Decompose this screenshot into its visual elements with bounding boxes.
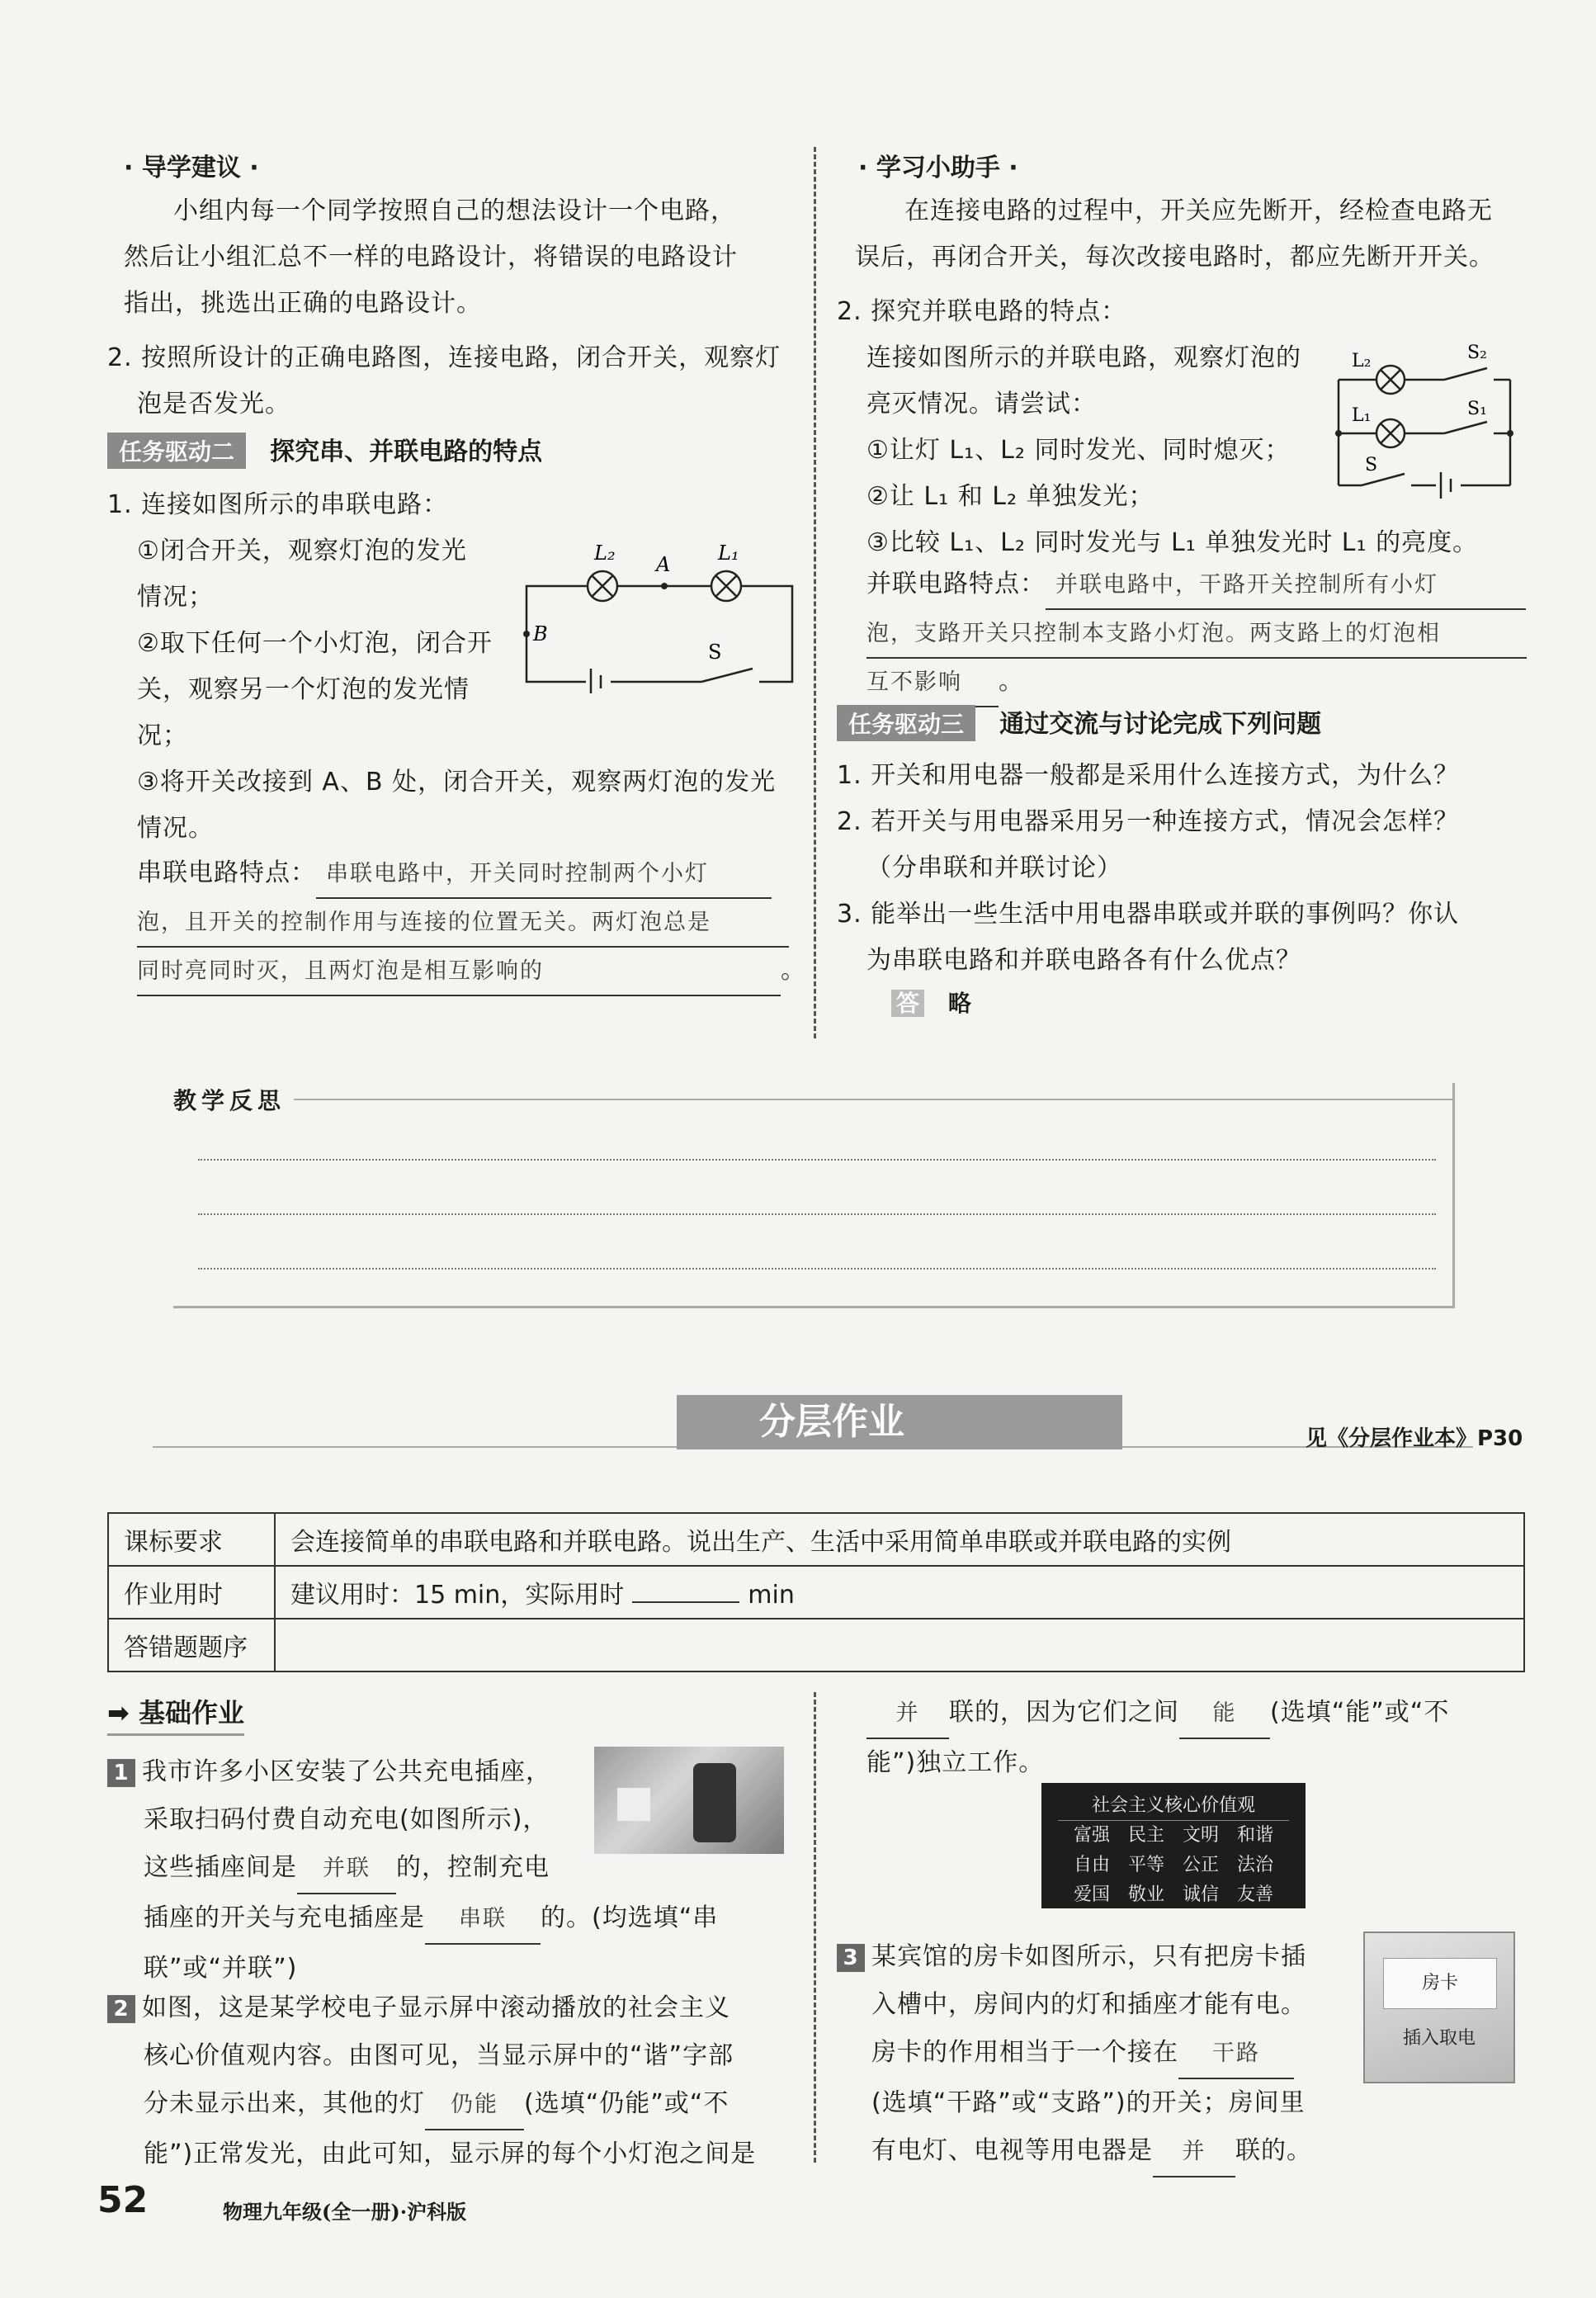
- task3-heading: [837, 703, 1321, 741]
- q1-line: 我市许多小区安装了公共充电插座，: [142, 1757, 551, 1786]
- q2-blank-1: 仍能: [425, 2081, 524, 2130]
- column-divider: [814, 1692, 816, 2163]
- task3-title: 通过交流与讨论完成下列问题: [999, 710, 1322, 739]
- parallel-feature-label: 并联电路特点：: [866, 570, 1046, 598]
- table-row: [108, 1513, 1524, 1566]
- series-item: 情况。: [137, 814, 214, 843]
- column-divider: [814, 147, 816, 1038]
- parallel-answer-line: 泡，支路开关只控制本支路小灯泡。两支路上的灯泡相: [866, 611, 1527, 659]
- series-answer-line: 泡，且开关的控制作用与连接的位置无关。两灯泡总是: [137, 900, 789, 948]
- task2-badge: 任务驱动二: [107, 433, 246, 469]
- task3-questions: [837, 753, 1563, 984]
- room-card-photo: [1363, 1932, 1515, 2083]
- socket-icon: [617, 1788, 650, 1821]
- note-line: [198, 1157, 1436, 1161]
- label-s: S: [1365, 455, 1378, 475]
- task2-title: 探究串、并联电路的特点: [270, 437, 543, 466]
- parallel-intro: 2. 探究并联电路的特点：: [837, 297, 1127, 326]
- step2-line: 2. 按照所设计的正确电路图，连接电路，闭合开关，观察灯: [107, 343, 781, 372]
- parallel-answer-line: 互不影响: [866, 660, 999, 707]
- q1-line: 插座的开关与充电插座是: [144, 1903, 425, 1932]
- card-label: 房卡: [1383, 1958, 1497, 2009]
- q1-line: 联”或“并联”): [144, 1954, 298, 1983]
- label-l2: L₂: [594, 541, 616, 565]
- parallel-item: ③比较 L₁、L₂ 同时发光与 L₁ 单独发光时 L₁ 的亮度。: [866, 528, 1479, 557]
- table-label: 课标要求: [108, 1513, 275, 1566]
- parallel-item: 连接如图所示的并联电路，观察灯泡的: [866, 343, 1301, 372]
- label-l2: L₂: [1352, 351, 1372, 371]
- note-line: [198, 1212, 1436, 1215]
- note-line: [198, 1266, 1436, 1270]
- helper-text: [855, 188, 1540, 281]
- phone-icon: [693, 1763, 736, 1842]
- label-a: A: [656, 553, 671, 576]
- series-feature: [137, 850, 814, 996]
- guide-line: 然后让小组汇总不一样的电路设计，将错误的电路设计: [124, 243, 738, 272]
- q3-number: 3: [837, 1944, 865, 1972]
- step2-line: 泡是否发光。: [137, 390, 290, 418]
- question-2-cont: [866, 1689, 1551, 1787]
- q2-cont: 能”)独立工作。: [866, 1748, 1045, 1777]
- q2-number: 2: [107, 1995, 135, 2023]
- q1-number: 1: [107, 1759, 135, 1787]
- label-l1: L₁: [718, 541, 739, 565]
- answer-text: 略: [947, 990, 971, 1017]
- q2-blank-3: 能: [1179, 1690, 1270, 1739]
- series-answer-line: 同时亮同时灭，且两灯泡是相互影响的: [137, 948, 781, 996]
- q3-line: 联的。: [1235, 2136, 1312, 2165]
- values-board: [1041, 1783, 1306, 1908]
- basic-title: 基础作业: [138, 1697, 244, 1728]
- step2: [107, 335, 817, 428]
- arrow-icon: ➡: [107, 1697, 130, 1728]
- table-value: [275, 1566, 1524, 1619]
- helper-line: 误后，再闭合开关，每次改接电路时，都应先断开开关。: [855, 243, 1494, 272]
- series-item: 情况；: [137, 583, 214, 612]
- q2-line: 分未显示出来，其他的灯: [144, 2089, 425, 2118]
- parallel-feature: [866, 561, 1568, 707]
- q3-line: (选填“干路”或“支路”)的开关；房间里: [871, 2088, 1306, 2117]
- q2-cont: (选填“能”或“不: [1270, 1698, 1450, 1727]
- suggested-time: 建议用时：15 min，实际用时: [290, 1581, 625, 1610]
- guide-line: 小组内每一个同学按照自己的想法设计一个电路，: [173, 196, 736, 225]
- page-number: 52: [97, 2179, 149, 2221]
- board-title: 社会主义核心价值观: [1058, 1783, 1289, 1821]
- label-l1: L₁: [1352, 405, 1372, 426]
- charging-socket-photo: [594, 1747, 784, 1854]
- homework-banner: [677, 1395, 1122, 1449]
- question-2: [107, 1984, 800, 2178]
- question-3: [837, 1933, 1381, 2177]
- series-feature-label: 串联电路特点：: [137, 858, 316, 887]
- homework-banner-title: 分层作业: [759, 1401, 904, 1443]
- q3-line: 某宾馆的房卡如图所示，只有把房卡插: [871, 1942, 1306, 1971]
- series-intro: 1. 连接如图所示的串联电路：: [107, 490, 449, 519]
- helper-title: · 学习小助手 ·: [858, 154, 1018, 182]
- label-s2: S₂: [1467, 343, 1487, 363]
- time-unit: min: [748, 1581, 795, 1610]
- question: （分串联和并联讨论）: [866, 853, 1122, 882]
- guide-text: [124, 188, 800, 327]
- wrong-questions-input[interactable]: [275, 1619, 1524, 1671]
- series-item: ③将开关改接到 A、B 处，闭合开关，观察两灯泡的发光: [137, 768, 777, 797]
- series-circuit-diagram: [520, 537, 800, 693]
- series-items-cont: [137, 759, 814, 852]
- label-s: S: [708, 641, 722, 664]
- answer-label: 答: [891, 990, 924, 1017]
- series-item: 关，观察另一个灯泡的发光情: [137, 675, 470, 704]
- board-row: 自由 平等 公正 法治: [1073, 1855, 1273, 1875]
- label-s1: S₁: [1467, 399, 1487, 419]
- parallel-circuit-diagram: [1329, 338, 1518, 504]
- period: 。: [999, 667, 1024, 696]
- helper-line: 在连接电路的过程中，开关应先断开，经检查电路无: [904, 196, 1493, 225]
- parallel-item: 亮灭情况。请尝试：: [866, 390, 1097, 418]
- q3-line: 有电灯、电视等用电器是: [871, 2136, 1153, 2165]
- parallel-item: ②让 L₁ 和 L₂ 单独发光；: [866, 482, 1155, 511]
- parallel-answer-line: 并联电路中，干路开关控制所有小灯: [1046, 562, 1526, 610]
- reflection-title: 教学反思: [173, 1087, 286, 1114]
- book-title: 物理九年级(全一册)·沪科版: [223, 2200, 467, 2224]
- table-row: [108, 1566, 1524, 1619]
- board-row: 富强 民主 文明 和谐: [1073, 1825, 1273, 1846]
- reflection-box: [173, 1083, 1455, 1308]
- board-row: 爱国 敬业 诚信 友善: [1073, 1884, 1273, 1905]
- q1-line: 这些插座间是: [144, 1853, 297, 1882]
- q2-line: 能”)正常发光，由此可知，显示屏的每个小灯泡之间是: [144, 2140, 757, 2168]
- series-item: ②取下任何一个小灯泡，闭合开: [137, 629, 493, 658]
- answer: [891, 986, 971, 1019]
- series-item: 况；: [137, 721, 188, 750]
- q3-line: 入槽中，房间内的灯和插座才能有电。: [871, 1990, 1306, 2019]
- table-label: 答错题题序: [108, 1619, 275, 1671]
- series-items: [137, 528, 533, 759]
- q3-blank-1: 干路: [1178, 2030, 1294, 2079]
- table-label: 作业用时: [108, 1566, 275, 1619]
- question: 为串联电路和并联电路各有什么优点？: [866, 946, 1301, 975]
- actual-time-input[interactable]: [632, 1601, 739, 1603]
- q3-blank-2: 并: [1153, 2128, 1235, 2177]
- q1-line: 的。(均选填“串: [541, 1903, 719, 1932]
- q1-blank-1: 并联: [297, 1845, 396, 1894]
- task2-heading: [107, 431, 542, 469]
- guide-title: · 导学建议 ·: [124, 154, 259, 182]
- series-item: ①闭合开关，观察灯泡的发光: [137, 537, 467, 565]
- q2-blank-2: 并: [866, 1690, 949, 1739]
- q1-blank-2: 串联: [425, 1895, 541, 1945]
- q2-line: 如图，这是某学校电子显示屏中滚动播放的社会主义: [142, 1993, 730, 2022]
- question: 1. 开关和用电器一般都是采用什么连接方式，为什么？: [837, 761, 1460, 790]
- circuit-wire: [526, 586, 792, 682]
- guide-line: 指出，挑选出正确的电路设计。: [124, 289, 482, 318]
- q2-line: (选填“仍能”或“不: [524, 2089, 730, 2118]
- q2-cont: 联的，因为它们之间: [949, 1698, 1179, 1727]
- q1-line: 采取扫码付费自动充电(如图所示)，: [144, 1805, 549, 1834]
- slot-label: 插入取电: [1402, 2028, 1476, 2049]
- question: 2. 若开关与用电器采用另一种连接方式，情况会怎样？: [837, 807, 1460, 836]
- info-table: [107, 1512, 1525, 1672]
- q1-line: 的，控制充电: [396, 1853, 550, 1882]
- table-value: 会连接简单的串联电路和并联电路。说出生产、生活中采用简单串联或并联电路的实例: [275, 1513, 1524, 1566]
- question: 3. 能举出一些生活中用电器串联或并联的事例吗？你认: [837, 900, 1460, 929]
- label-b: B: [533, 622, 548, 645]
- period: 。: [781, 956, 806, 985]
- q2-line: 核心价值观内容。由图可见，当显示屏中的“谐”字部: [144, 2041, 734, 2070]
- table-row: [108, 1619, 1524, 1671]
- series-answer-line: 串联电路中，开关同时控制两个小灯: [316, 851, 772, 899]
- parallel-item: ①让灯 L₁、L₂ 同时发光、同时熄灭；: [866, 436, 1291, 465]
- basic-heading: [107, 1692, 244, 1736]
- task3-badge: 任务驱动三: [837, 705, 975, 741]
- q3-line: 房卡的作用相当于一个接在: [871, 2038, 1178, 2067]
- homework-ref: 见《分层作业本》P30: [1306, 1426, 1523, 1451]
